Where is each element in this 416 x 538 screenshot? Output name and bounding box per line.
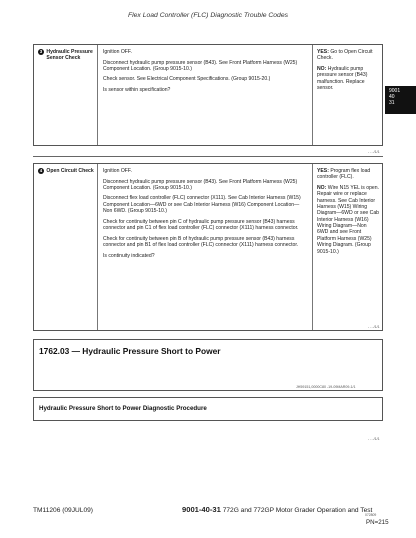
step-4-actions [98, 164, 312, 330]
step-4-results [312, 164, 382, 330]
step-title-line: Hydraulic Pressure [46, 49, 93, 55]
action-text: Check for continuity between pin C of hydraulic pump pressure sensor (B43) harness connector and pin C1 of flex load controller (FLC) connector (X111) harness connector. [103, 218, 299, 232]
action-text: Disconnect flex load controller (FLC) connector (X111). See Cab Interior Harness (W15) Component Location—6WD or see Cab Interior Harness (W16) Component Location—Non 6WD. (Group 9015-10.) [103, 195, 301, 215]
section-ref: JH59151,0000C80 -19-09MAR09-1/1 [296, 385, 356, 389]
step-3-footnote: - - -/1/1 [368, 150, 380, 154]
footer-center [182, 505, 372, 515]
action-text: Is continuity indicated? [103, 252, 155, 259]
result-label: YES: [317, 168, 329, 174]
footer-doc-id: TM11206 (09JUL09) [33, 507, 93, 514]
action-text: Is sensor within specification? [103, 87, 171, 93]
footer-ref-code: 072809 [365, 513, 377, 517]
result-text: Go to Open Circuit Check. [317, 49, 373, 62]
section-tab-line: 40 [389, 94, 395, 100]
step-3-results [312, 45, 382, 145]
step-title-line: Open Circuit Check [46, 168, 94, 174]
action-text: Ignition OFF. [103, 49, 132, 55]
step-4-footnote: - - -/1/1 [368, 325, 380, 329]
step-number-badge: 4 [39, 168, 43, 173]
step-number-badge: 3 [39, 49, 43, 54]
footer-page-number: PN=215 [366, 519, 389, 526]
result-label: YES: [317, 49, 329, 55]
divider [33, 156, 383, 157]
step-title-line: Sensor Check [46, 55, 81, 62]
result-text: Wire N15 YEL is open. Repair wire or replace harness. See Cab Interior Harness (W15) Wiring Diagram—6WD or see Cab Interior Harness (W16) Wiring Diagram—Non 6WD and see Front Platform Harness (W25) Wiring Diagram. (Group 9015-10.) [317, 184, 380, 255]
section-tab-line: 9001 [389, 88, 401, 94]
result-text: Hydraulic pump pressure sensor (B43) malfunction. Replace sensor. [317, 65, 368, 91]
page-header-title: Flex Load Controller (FLC) Diagnostic Trouble Codes [127, 12, 289, 19]
step-4-title [34, 164, 98, 330]
action-text: Disconnect hydraulic pump pressure sensor (B43). See Front Platform Harness (W25) Component Location. (Group 9015-10.) [103, 59, 298, 72]
action-text: Ignition OFF. [103, 168, 132, 174]
footer-section-code: 9001-40-31 [182, 505, 221, 514]
procedure-title: Hydraulic Pressure Short to Power Diagnostic Procedure [39, 405, 207, 412]
procedure-footnote: - - -/1/1 [368, 437, 380, 441]
action-text: Check sensor. See Electrical Component Specifications. (Group 9015-20.) [103, 76, 271, 83]
result-label: NO: [317, 65, 327, 72]
step-4-box [33, 163, 383, 331]
action-text: Check for continuity between pin B of hydraulic pump pressure sensor (B43) harness connector and pin B1 of flex load controller (FLC) connector (X111) harness connector. [103, 235, 299, 248]
section-tab-line: 31 [389, 100, 395, 106]
section-title: 1762.03 — Hydraulic Pressure Short to Power [39, 346, 221, 356]
step-3-box [33, 44, 383, 146]
action-text: Disconnect hydraulic pump pressure sensor (B43). See Front Platform Harness (W25) Component Location. (Group 9015-10.) [103, 178, 298, 191]
section-tab [385, 86, 416, 114]
step-3-title [34, 45, 98, 145]
step-3-actions [98, 45, 312, 145]
procedure-box [33, 397, 383, 421]
footer-manual-title: 772G and 772GP Motor Grader Operation and Test [222, 507, 373, 514]
result-text: Program flex load controller (FLC). [317, 168, 371, 181]
section-heading-box [33, 339, 383, 391]
result-label: NO: [317, 184, 327, 191]
